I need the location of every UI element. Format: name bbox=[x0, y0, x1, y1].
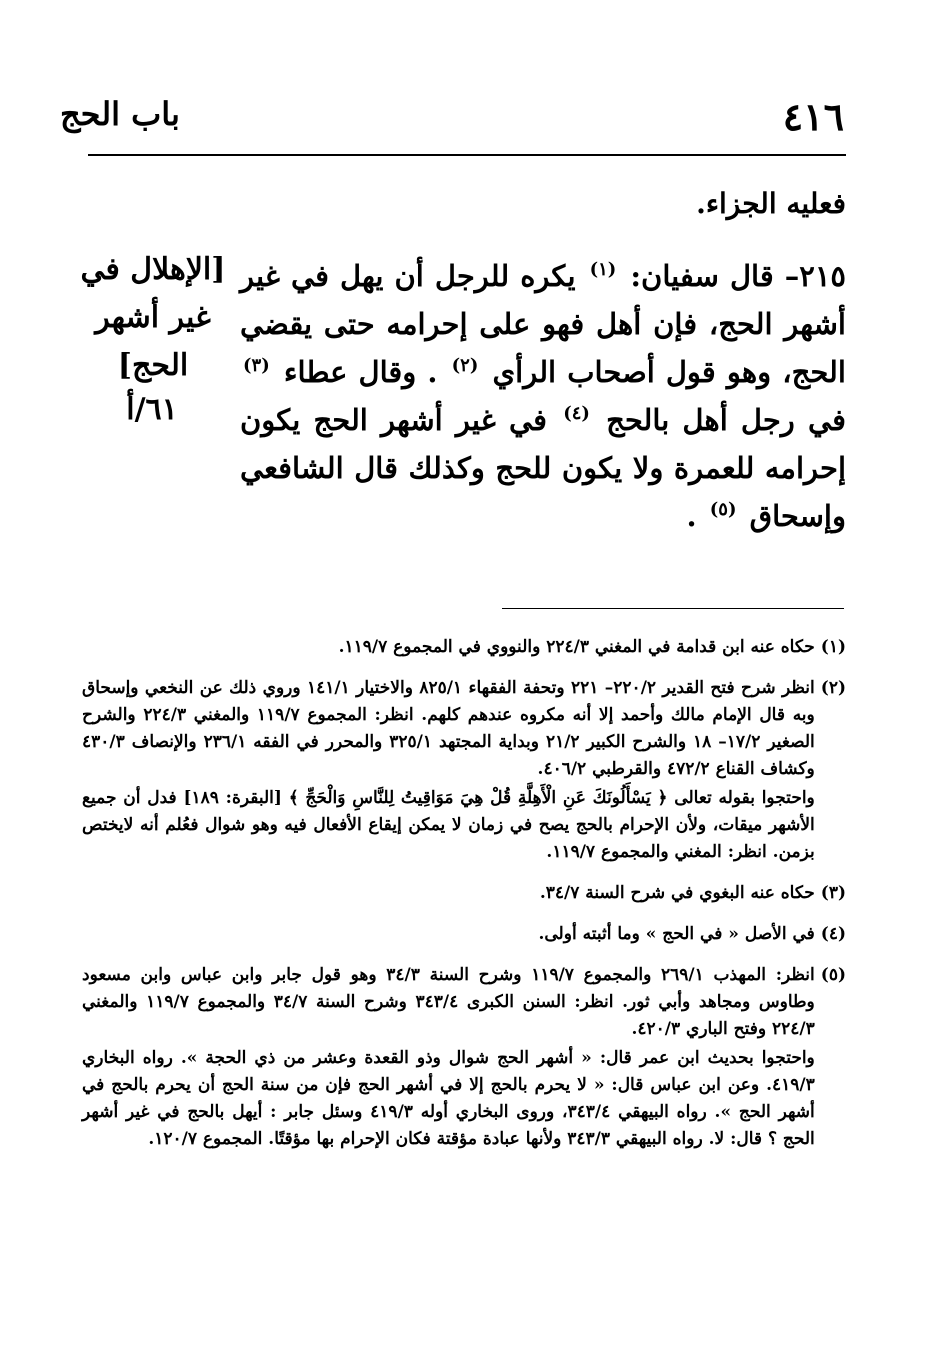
main-paragraph bbox=[240, 252, 846, 540]
main-text-part: . وقال عطاء bbox=[283, 355, 438, 389]
lead-text: فعليه الجزاء. bbox=[696, 187, 846, 220]
main-text-part: يكره للرجل أن يهل في غير أشهر الحج، فإن أهل فهو على إحرامه حتى يقضي الحج، وهو قول أصحاب الرأي bbox=[240, 259, 846, 389]
margin-folio: ٦١/أ bbox=[126, 392, 178, 427]
footnote-paragraph: واحتجوا بحديث ابن عمر قال: « أشهر الحج شوال وذو القعدة وعشر من ذي الحجة ». رواه البخاري ٤١٩/٣. وعن ابن عباس قال: « لا يحرم بالحج إلا في أشهر الحج فإن من سنة الحج أن يحرم بالحج في أشهر الحج ». رواه البيهقي ٣٤٣/٤، وروى البخاري أوله ٤١٩/٣ وسئل جابر : أيهل بالحج في غير أشهر الحج ؟ قال: لا. رواه البيهقي ٣٤٣/٣ ولأنها عبادة مؤقتة فكان الإحرام بها مؤقتًا. المجموع ١٢٠/٧. bbox=[82, 1048, 815, 1149]
main-text-part: في غير أشهر الحج يكون إحرامه للعمرة ولا يكون للحج وكذلك قال الشافعي وإسحاق bbox=[240, 403, 846, 533]
footnote-body bbox=[82, 962, 815, 1153]
main-text-part: . bbox=[686, 499, 697, 533]
footnote-ref-5[interactable]: (٥) bbox=[709, 499, 737, 521]
footnote-body bbox=[82, 880, 815, 907]
footnote-number: (٢) bbox=[820, 678, 846, 698]
footnote-paragraph: انظر: المهذب ٢٦٩/١ والمجموع ١١٩/٧ وشرح السنة ٣٤/٣ وهو قول جابر وابن عباس وابن مسعود وطاوس ومجاهد وأبي ثور. انظر: السنن الكبرى ٣٤٣/٤ وشرح السنة ٣٤/٧ والمجموع ١١٩/٧ والمغني ٢٢٤/٣ وفتح الباري ٤٢٠/٣. bbox=[82, 965, 815, 1039]
footnote-ref-2[interactable]: (٢) bbox=[451, 355, 479, 377]
footnote-paragraph: حكاه عنه البغوي في شرح السنة ٣٤/٧. bbox=[539, 883, 815, 903]
footnote-paragraph: انظر شرح فتح القدير ٢٢٠/٢– ٢٢١ وتحفة الفقهاء ٨٢٥/١ والاختيار ١٤١/١ وروي ذلك عن النخعي وإسحاق وبه قال الإمام مالك وأحمد إلا أنه مكروه عندهم كلهم. انظر: المجموع ١١٩/٧ والمغني ٢٢٤/٣ والشرح الصغير ١٧/٢– ١٨ والشرح الكبير ٢١/٢ وبداية المجتهد ٣٢٥/١ والمحرر في الفقه ٢٣٦/١ والإنصاف ٤٣٠/٣ وكشاف القناع ٤٧٢/٢ والقرطبي ٤٠٦/٢. bbox=[82, 678, 815, 779]
footnote-number: (١) bbox=[820, 637, 846, 657]
footnote-1 bbox=[82, 634, 846, 661]
footnote-rule bbox=[502, 608, 844, 609]
header-rule bbox=[88, 154, 846, 156]
footnote-body bbox=[82, 675, 815, 866]
footnote-paragraph: في الأصل « في الحج » وما أثبته أولى. bbox=[538, 924, 815, 944]
footnote-number: (٣) bbox=[820, 883, 846, 903]
main-text-part: ٢١٥– قال سفيان: bbox=[630, 259, 846, 293]
footnote-5 bbox=[82, 962, 846, 1153]
footnote-ref-4[interactable]: (٤) bbox=[563, 403, 590, 425]
page-number: ٤١٦ bbox=[782, 94, 844, 139]
main-text-part: في رجل أهل بالحج bbox=[606, 403, 846, 437]
footnote-body bbox=[82, 634, 815, 661]
margin-note bbox=[78, 246, 228, 390]
footnote-number: (٤) bbox=[820, 924, 846, 944]
footnote-body bbox=[82, 921, 815, 948]
margin-note-line: غير أشهر bbox=[95, 300, 211, 335]
margin-note-line: [الإهلال في bbox=[80, 252, 226, 287]
footnote-number: (٥) bbox=[820, 965, 846, 985]
footnote-3 bbox=[82, 880, 846, 907]
footnotes bbox=[82, 634, 846, 1167]
footnote-paragraph: حكاه عنه ابن قدامة في المغني ٢٢٤/٣ والنووي في المجموع ١١٩/٧. bbox=[338, 637, 815, 657]
footnote-paragraph: واحتجوا بقوله تعالى ﴿ يَسْأَلُونَكَ عَنِ الْأَهِلَّةِ قُلْ هِيَ مَوَاقِيتُ لِلنَّاسِ وَالْحَجِّ ﴾ [البقرة: ١٨٩] فدل أن جميع الأشهر ميقات، ولأن الإحرام بالحج يصح في زمان لا يمكن إيقاع الأفعال فيه وهو شوال فعُلم أنه لايختص بزمن. انظر: المغني والمجموع ١١٩/٧. bbox=[82, 788, 815, 862]
footnote-ref-3[interactable]: (٣) bbox=[243, 355, 270, 377]
chapter-title: باب الحج bbox=[60, 95, 180, 133]
margin-note-line: الحج] bbox=[117, 348, 189, 383]
footnote-ref-1[interactable]: (١) bbox=[589, 259, 617, 281]
footnote-2 bbox=[82, 675, 846, 866]
footnote-4 bbox=[82, 921, 846, 948]
